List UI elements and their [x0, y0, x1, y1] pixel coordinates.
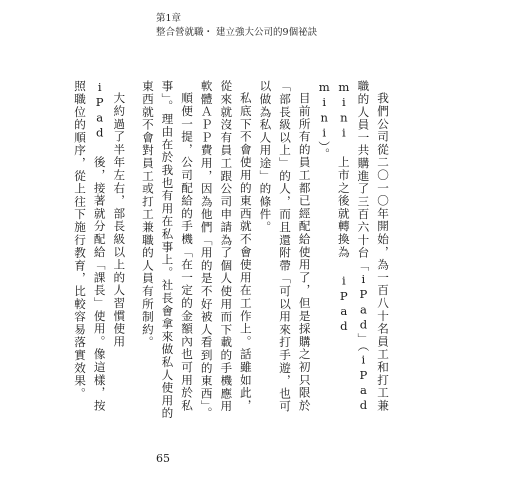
paragraph-1: 我們公司從二〇一〇年開始，為一百八十名員工和打工兼職的人員一共購進了三百六十台「iPad」（iPad mini 上市之後就轉換為 iPad mini）。 — [317, 80, 390, 414]
paragraph-3: 私底下不會使用的東西就不會使用在工作上。話雖如此，從來就沒有員工跟公司申請為了個人使用而下載的手機應用軟體ＡＰＰ費用，因為他們「用的是不好被人看到的東西」。 — [199, 80, 253, 420]
body-text — [73, 80, 392, 420]
chapter-label: 第1章 — [156, 13, 182, 24]
paragraph-2: 目前所有的員工都已經配給使用了，但是採購之初只限於「部長級以上」的人，而且還附帶「可以用來打手遊，也可以做為私人用途」的條件。 — [258, 80, 312, 413]
paragraph-5: 大約過了半年左右，部長級以上的人習慣使用 iPad 後，接著就分配給「課長」使用。像這樣，按照職位的順序，從上往下施行教育，比較容易落實效果。 — [73, 80, 127, 412]
chapter-title: 整合營就職・ 建立強大公司的9個祕訣 — [156, 27, 318, 38]
paragraph-4: 順便一提，公司配給的手機「在一定的金額內也可用於私事」。理由在於我也有用在私事上。社長會拿來做私人使用的東西就不會對員工或打工兼職的人員有所制約。 — [140, 80, 195, 420]
page-number: 65 — [156, 452, 170, 465]
running-header — [156, 12, 317, 40]
